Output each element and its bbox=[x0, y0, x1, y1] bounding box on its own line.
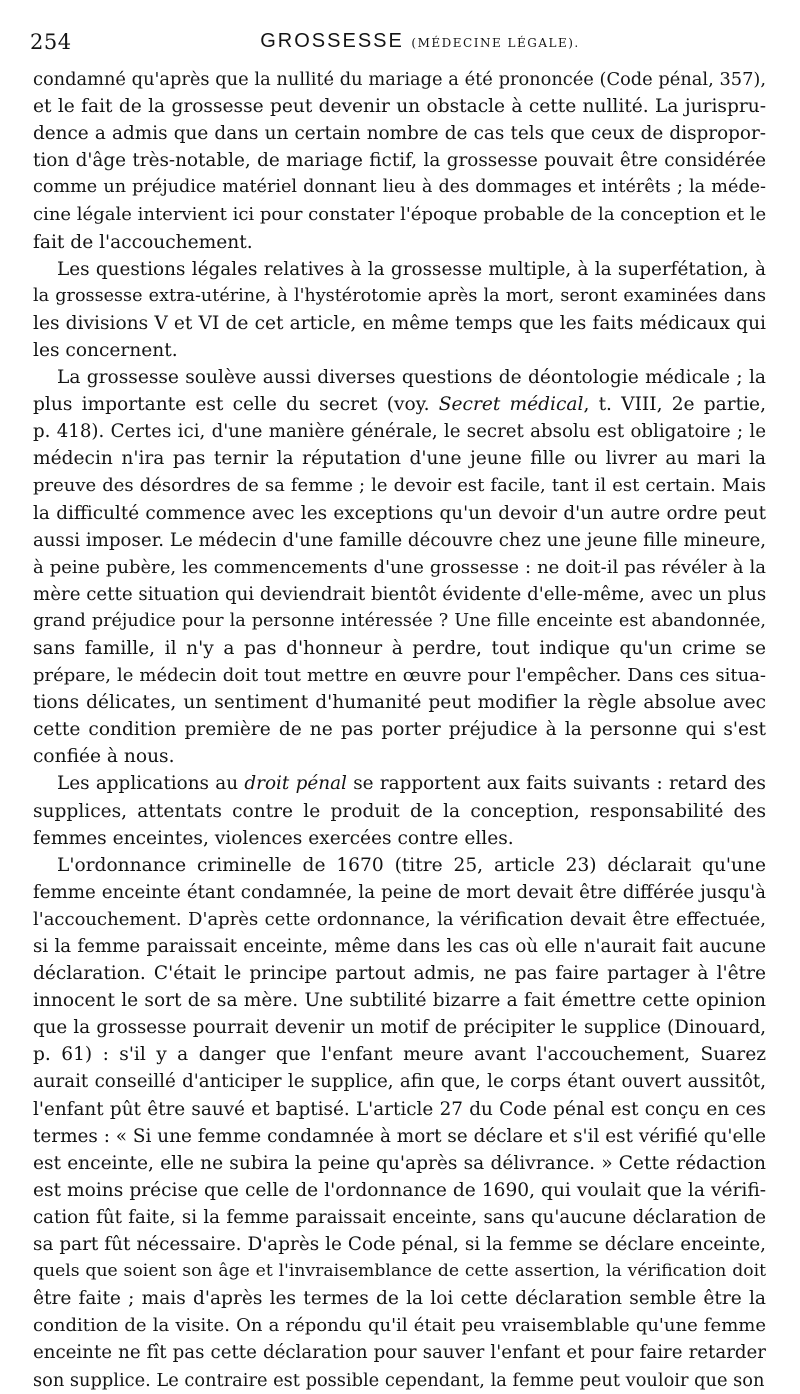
text-line: est moins précise que celle de l'ordonnance de 1690, qui voulait que la vérifi- bbox=[33, 1179, 766, 1201]
paragraph bbox=[33, 66, 766, 256]
text-line: preuve des désordres de sa femme ; le devoir est facile, tant il est certain. Mais bbox=[33, 475, 766, 497]
text-line: prépare, le médecin doit tout mettre en œuvre pour l'empêcher. Dans ces situa- bbox=[33, 665, 766, 687]
text-line: condition de la visite. On a répondu qu'il était peu vraisemblable qu'une femme bbox=[33, 1315, 766, 1337]
text-line: femme enceinte étant condamnée, la peine de mort devait être différée jusqu'à bbox=[33, 881, 766, 903]
text-line: femmes enceintes, violences exercées contre elles. bbox=[33, 827, 514, 849]
text-line: médecin n'ira pas ternir la réputation d'une jeune fille ou livrer au mari la bbox=[33, 448, 766, 470]
paragraph bbox=[33, 256, 766, 364]
text-line: p. 418). Certes ici, d'une manière générale, le secret absolu est obligatoire ; le bbox=[33, 421, 766, 443]
text-line: cette condition première de ne pas porter préjudice à la personne qui s'est bbox=[33, 719, 766, 741]
text-line: si la femme paraissait enceinte, même dans les cas où elle n'aurait fait aucune bbox=[33, 936, 766, 957]
text-line: la grossesse extra-utérine, à l'hystérotomie après la mort, seront examinées dans bbox=[33, 285, 766, 306]
text-line: dence a admis que dans un certain nombre de cas tels que ceux de dispropor- bbox=[33, 123, 766, 145]
running-header bbox=[30, 28, 770, 58]
text-line: sans famille, il n'y a pas d'honneur à perdre, tout indique qu'un crime se bbox=[33, 637, 766, 659]
text-line: condamné qu'après que la nullité du mariage a été prononcée (Code pénal, 357), bbox=[33, 69, 766, 90]
text-line: à peine pubère, les commencements d'une grossesse : ne doit-il pas révéler à la bbox=[33, 556, 766, 578]
text-line: les divisions V et VI de cet article, en même temps que les faits médicaux qui bbox=[33, 312, 766, 334]
text-line: la difficulté commence avec les exceptions qu'un devoir d'un autre ordre peut bbox=[33, 502, 766, 524]
text-line: les concernent. bbox=[33, 339, 178, 361]
text-line: aurait conseillé d'anticiper le supplice, afin que, le corps étant ouvert aussitôt, bbox=[33, 1071, 766, 1093]
text-line: l'accouchement. D'après cette ordonnance, la vérification devait être effectuée, bbox=[33, 908, 766, 930]
running-title-main: GROSSESSE bbox=[260, 30, 404, 52]
text-line: cation fût faite, si la femme paraissait enceinte, sans qu'aucune déclaration de bbox=[33, 1206, 766, 1228]
text-line: tion d'âge très-notable, de mariage fictif, la grossesse pouvait être considérée bbox=[33, 150, 766, 172]
text-line: grand préjudice pour la personne intéressée ? Une fille enceinte est abandonnée, bbox=[33, 610, 766, 631]
text-line: Les applications au droit pénal se rapportent aux faits suivants : retard des bbox=[57, 773, 766, 795]
text-line: mère cette situation qui deviendrait bientôt évidente d'elle-même, avec un plus bbox=[33, 583, 766, 605]
paragraph bbox=[33, 364, 766, 770]
text-line: quels que soient son âge et l'invraisemblance de cette assertion, la vérification doit bbox=[33, 1261, 766, 1282]
text-line: p. 61) : s'il y a danger que l'enfant meure avant l'accouchement, Suarez bbox=[33, 1044, 766, 1066]
text-line: comme un préjudice matériel donnant lieu à des dommages et intérêts ; la méde- bbox=[33, 177, 766, 198]
running-title bbox=[70, 30, 770, 53]
page-body bbox=[33, 66, 766, 1394]
running-title-sub: (MÉDECINE LÉGALE). bbox=[411, 36, 580, 50]
text-line: termes : « Si une femme condamnée à mort se déclare et s'il est vérifié qu'elle bbox=[33, 1125, 766, 1147]
text-line: plus importante est celle du secret (voy. Secret médical, t. VIII, 2e partie, bbox=[33, 394, 766, 416]
text-line: confiée à nous. bbox=[33, 746, 175, 768]
text-line: déclaration. C'était le principe partout admis, ne pas faire partager à l'être bbox=[33, 963, 766, 985]
page-number: 254 bbox=[30, 30, 72, 54]
text-line: sa part fût nécessaire. D'après le Code pénal, si la femme se déclare enceinte, bbox=[33, 1234, 766, 1256]
text-line: son supplice. Le contraire est possible cependant, la femme peut vouloir que son bbox=[33, 1369, 765, 1391]
text-line: La grossesse soulève aussi diverses questions de déontologie médicale ; la bbox=[57, 367, 766, 389]
text-line: tions délicates, un sentiment d'humanité peut modifier la règle absolue avec bbox=[33, 692, 766, 714]
text-line: l'enfant pût être sauvé et baptisé. L'article 27 du Code pénal est conçu en ces bbox=[33, 1098, 766, 1120]
text-line: et le fait de la grossesse peut devenir un obstacle à cette nullité. La jurispru- bbox=[33, 96, 766, 118]
text-line: que la grossesse pourrait devenir un motif de précipiter le supplice (Dinouard, bbox=[33, 1017, 766, 1039]
text-line: enceinte ne fît pas cette déclaration pour sauver l'enfant et pour faire retarder bbox=[33, 1342, 766, 1364]
text-line: Les questions légales relatives à la grossesse multiple, à la superfétation, à bbox=[57, 258, 766, 280]
text-line: cine légale intervient ici pour constater l'époque probable de la conception et le bbox=[33, 204, 766, 226]
paragraph bbox=[33, 852, 766, 1394]
text-line: innocent le sort de sa mère. Une subtilité bizarre a fait émettre cette opinion bbox=[33, 990, 766, 1012]
text-line: L'ordonnance criminelle de 1670 (titre 25, article 23) déclarait qu'une bbox=[57, 854, 766, 876]
text-line: être faite ; mais d'après les termes de la loi cette déclaration semble être la bbox=[33, 1288, 766, 1310]
paragraph bbox=[33, 770, 766, 851]
text-line: fait de l'accouchement. bbox=[33, 231, 253, 253]
text-line: supplices, attentats contre le produit de la conception, responsabilité des bbox=[33, 800, 766, 822]
text-line: aussi imposer. Le médecin d'une famille découvre chez une jeune fille mineure, bbox=[33, 529, 766, 551]
text-line: est enceinte, elle ne subira la peine qu'après sa délivrance. » Cette rédaction bbox=[33, 1152, 766, 1174]
